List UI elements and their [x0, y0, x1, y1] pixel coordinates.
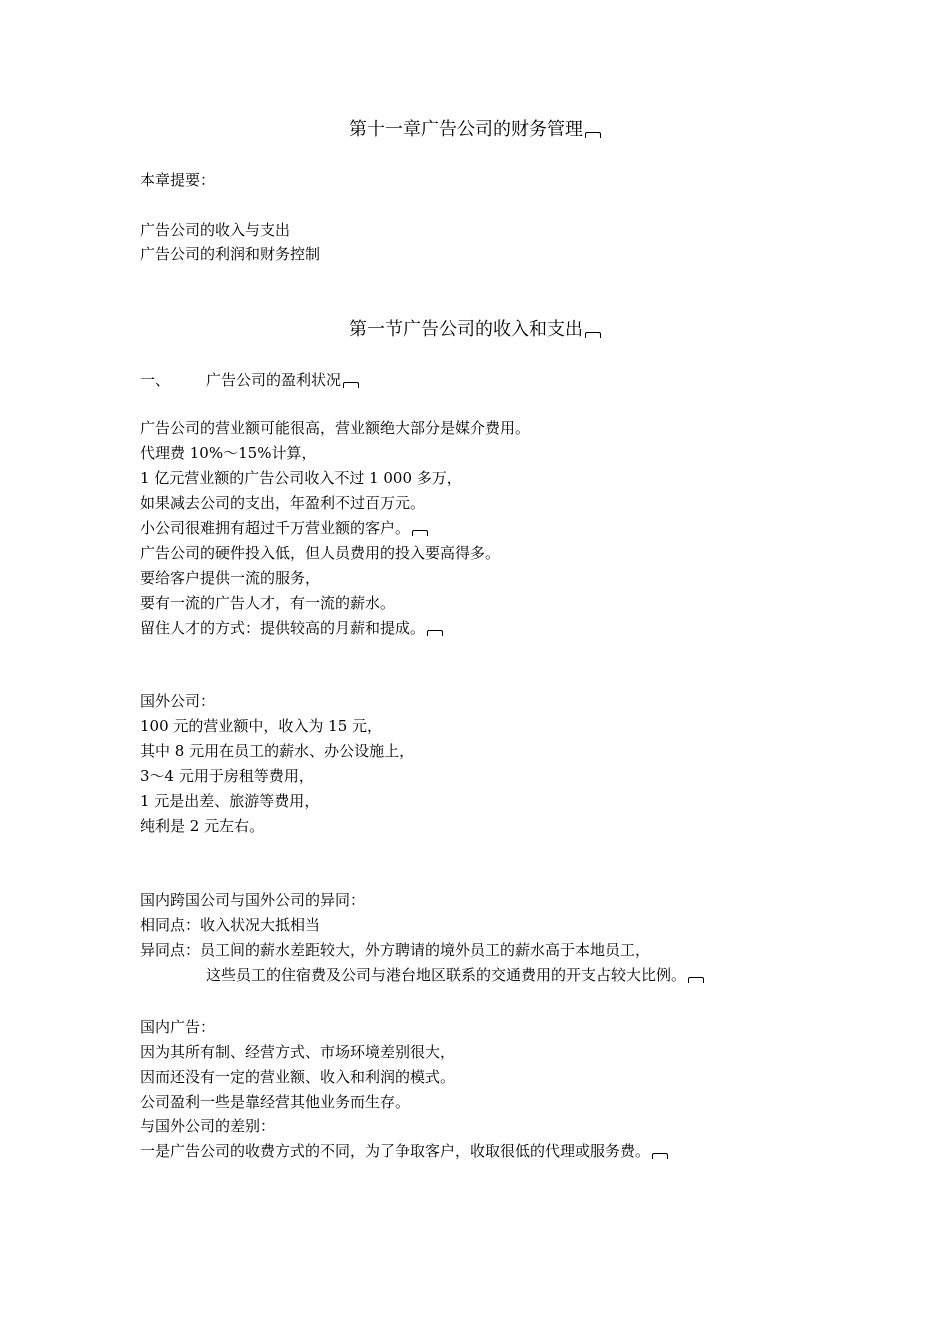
- paragraph-line: 要给客户提供一流的服务，: [140, 569, 321, 587]
- paragraph-line: 小公司很难拥有超过千万营业额的客户。: [140, 518, 428, 538]
- paragraph-line: 1 元是出差、旅游等费用，: [140, 792, 320, 810]
- return-mark-icon: [688, 977, 704, 983]
- summary-label: 本章提要：: [140, 171, 216, 189]
- paragraph-line: 1 亿元营业额的广告公司收入不过 1 000 多万，: [140, 469, 462, 487]
- domestic-label: 国内广告：: [140, 1018, 216, 1036]
- return-mark-icon: [652, 1153, 668, 1159]
- return-mark-icon: [585, 132, 601, 138]
- paragraph-line: 要有一流的广告人才，有一流的薪水。: [140, 594, 396, 612]
- subsection-number: 一、: [140, 371, 171, 389]
- paragraph-line: 留住人才的方式：提供较高的月薪和提成。: [140, 618, 443, 638]
- paragraph-line: 纯利是 2 元左右。: [140, 817, 265, 835]
- paragraph-line: 公司盈利一些是靠经营其他业务而生存。: [140, 1093, 411, 1111]
- foreign-label: 国外公司：: [140, 692, 216, 710]
- comparison-label: 国内跨国公司与国外公司的异同：: [140, 891, 366, 909]
- section-title: 第一节广告公司的收入和支出: [0, 318, 950, 342]
- paragraph-line: 其中 8 元用在员工的薪水、办公设施上，: [140, 742, 415, 760]
- comparison-same: 相同点：收入状况大抵相当: [140, 916, 321, 934]
- paragraph-line: 因而还没有一定的营业额、收入和利润的模式。: [140, 1068, 456, 1086]
- paragraph-line: 100 元的营业额中，收入为 15 元，: [140, 717, 383, 735]
- paragraph-line: 如果减去公司的支出，年盈利不过百万元。: [140, 494, 426, 512]
- chapter-title: 第十一章广告公司的财务管理: [0, 118, 950, 142]
- return-mark-icon: [427, 630, 443, 636]
- paragraph-line: 广告公司的营业额可能很高，营业额绝大部分是媒介费用。: [140, 419, 531, 437]
- return-mark-icon: [343, 382, 359, 388]
- paragraph-line: 3～4 元用于房租等费用，: [140, 767, 314, 785]
- paragraph-line: 与国外公司的差别：: [140, 1117, 276, 1135]
- subsection-title: 广告公司的盈利状况: [206, 370, 359, 390]
- summary-item: 广告公司的收入与支出: [140, 221, 291, 239]
- paragraph-line: 因为其所有制、经营方式、市场环境差别很大，: [140, 1043, 456, 1061]
- return-mark-icon: [412, 530, 428, 536]
- summary-item: 广告公司的利润和财务控制: [140, 245, 321, 263]
- return-mark-icon: [585, 332, 601, 338]
- comparison-diff: 异同点：员工间的薪水差距较大，外方聘请的境外员工的薪水高于本地员工，: [140, 941, 651, 959]
- paragraph-line: 代理费 10%～15%计算，: [140, 444, 317, 462]
- comparison-diff-cont: 这些员工的住宿费及公司与港台地区联系的交通费用的开支占较大比例。: [206, 965, 704, 985]
- paragraph-line: 一是广告公司的收费方式的不同，为了争取客户，收取很低的代理或服务费。: [140, 1141, 668, 1161]
- paragraph-line: 广告公司的硬件投入低，但人员费用的投入要高得多。: [140, 544, 501, 562]
